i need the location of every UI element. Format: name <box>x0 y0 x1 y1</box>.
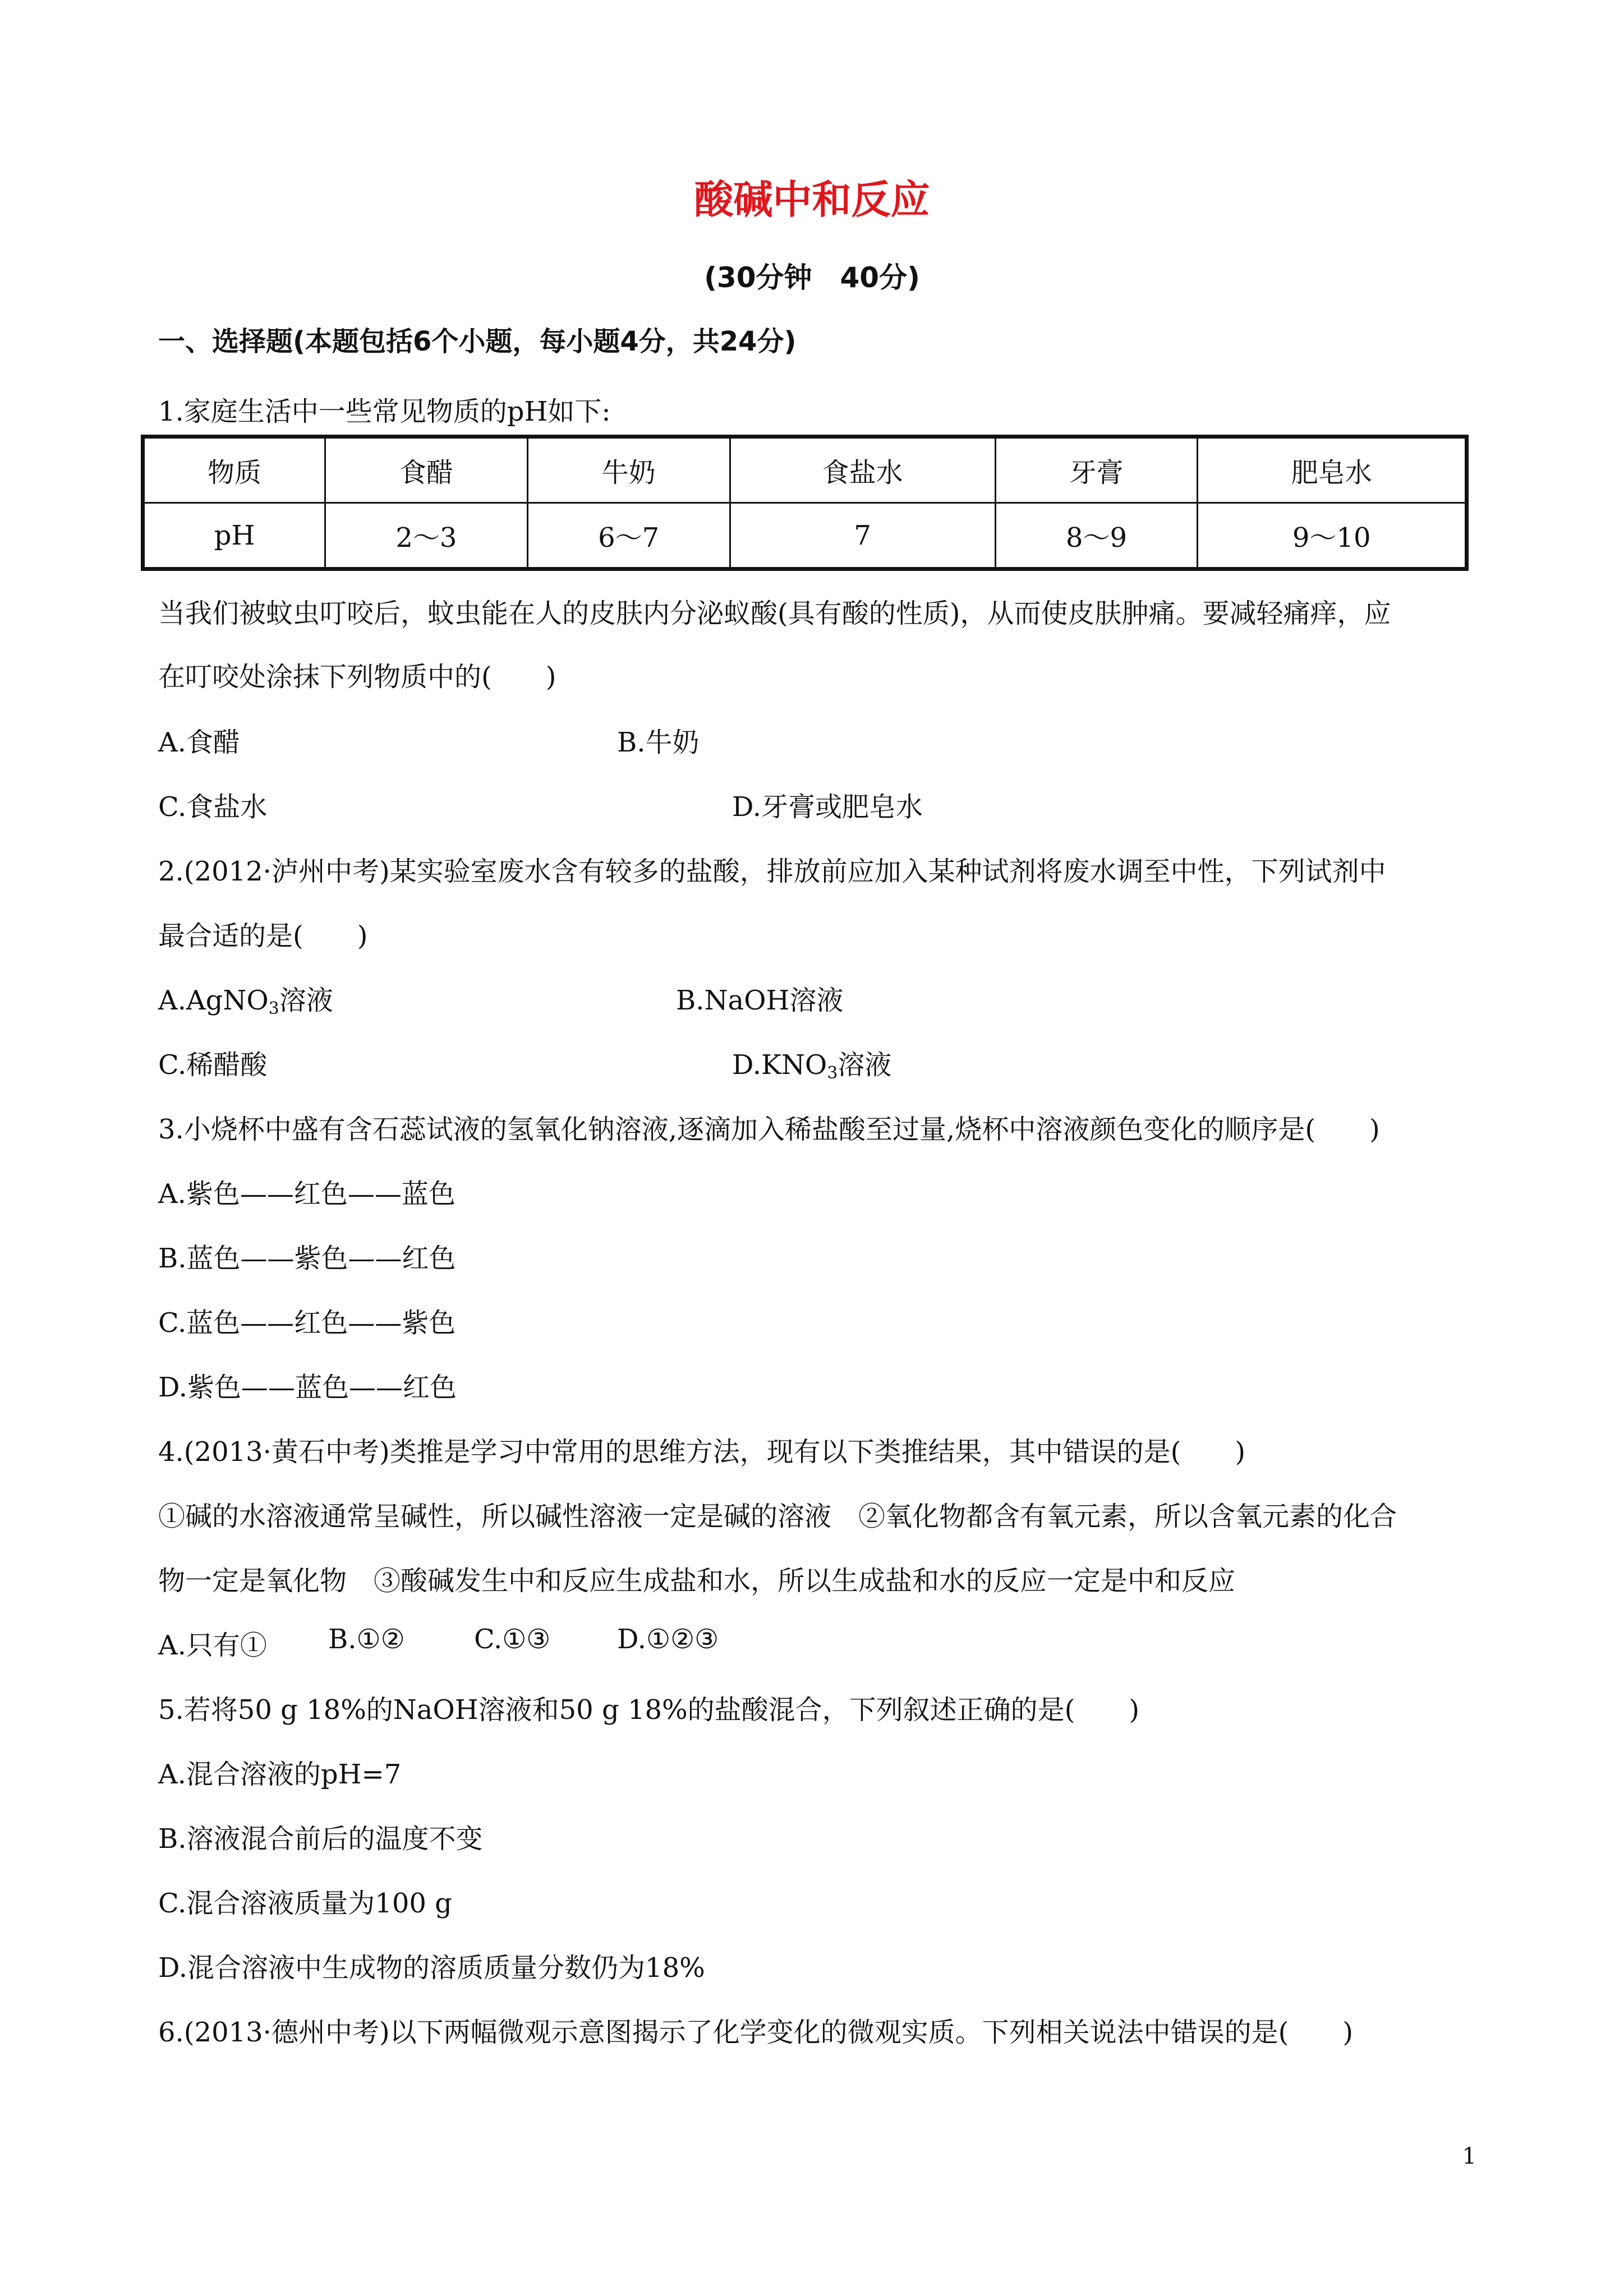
table-cell: 食醋 <box>325 437 528 503</box>
q5-option-c: C.混合溶液质量为100 g <box>158 1888 452 1919</box>
q1-option-a: A.食醋 <box>158 727 240 758</box>
table-cell: 6～7 <box>527 503 730 569</box>
q5-option-b: B.溶液混合前后的温度不变 <box>158 1823 483 1855</box>
table-row <box>143 503 1467 569</box>
q1-option-b: B.牛奶 <box>617 727 700 758</box>
q2-line1: 2.(2012·泸州中考)某实验室废水含有较多的盐酸，排放前应加入某种试剂将废水调至中性，下列试剂中 <box>158 856 1386 887</box>
q2-option-a: A.AgNO$_3$溶液 <box>158 985 333 1018</box>
page-title: 酸碱中和反应 <box>694 177 930 223</box>
q3-option-b: B.蓝色——紫色——红色 <box>158 1243 456 1274</box>
page-number: 1 <box>1462 2143 1476 2169</box>
q4-option-a: A.只有① <box>158 1630 267 1661</box>
q4-option-d: D.①②③ <box>617 1624 719 1655</box>
time-score-subtitle: (30分钟 40分) <box>704 261 920 294</box>
q4-line3: 物一定是氧化物 ③酸碱发生中和反应生成盐和水，所以生成盐和水的反应一定是中和反应 <box>158 1565 1236 1597</box>
table-cell: 9～10 <box>1198 503 1467 569</box>
section-header: 一、选择题(本题包括6个小题，每小题4分，共24分) <box>158 326 797 357</box>
q4-stem: 4.(2013·黄石中考)类推是学习中常用的思维方法，现有以下类推结果，其中错误的是( ) <box>158 1436 1246 1468</box>
table-cell: 7 <box>730 503 995 569</box>
q5-option-a: A.混合溶液的pH=7 <box>158 1759 402 1790</box>
q1-stem: 1.家庭生活中一些常见物质的pH如下: <box>158 396 611 427</box>
q3-option-d: D.紫色——蓝色——红色 <box>158 1372 457 1403</box>
q3-option-c: C.蓝色——红色——紫色 <box>158 1307 456 1339</box>
table-cell: 牛奶 <box>527 437 730 503</box>
q5-stem: 5.若将50 g 18%的NaOH溶液和50 g 18%的盐酸混合，下列叙述正确的是( ) <box>158 1694 1140 1726</box>
q2-option-c: C.稀醋酸 <box>158 1049 268 1081</box>
table-cell: 物质 <box>143 437 325 503</box>
q4-line2: ①碱的水溶液通常呈碱性，所以碱性溶液一定是碱的溶液 ②氧化物都含有氧元素，所以含氧元素的化合 <box>158 1501 1397 1532</box>
table-row <box>143 437 1467 503</box>
q1-body-line1: 当我们被蚊虫叮咬后，蚊虫能在人的皮肤内分泌蚁酸(具有酸的性质)，从而使皮肤肿痛。要减轻痛痒，应 <box>158 598 1391 629</box>
q5-option-d: D.混合溶液中生成物的溶质质量分数仍为18% <box>158 1952 705 1984</box>
q3-stem: 3.小烧杯中盛有含石蕊试液的氢氧化钠溶液,逐滴加入稀盐酸至过量,烧杯中溶液颜色变化的顺序是( ) <box>158 1114 1380 1145</box>
q2-option-d: $D.KNO_3$溶液 <box>732 1049 892 1083</box>
q6-stem: 6.(2013·德州中考)以下两幅微观示意图揭示了化学变化的微观实质。下列相关说法中错误的是( ) <box>158 2017 1354 2048</box>
table-cell: 2～3 <box>325 503 528 569</box>
q4-option-c: C.①③ <box>474 1624 551 1655</box>
q2-line2: 最合适的是( ) <box>158 920 368 952</box>
table-cell: 8～9 <box>995 503 1198 569</box>
q3-option-a: A.紫色——红色——蓝色 <box>158 1178 456 1210</box>
q4-option-b: B.①② <box>328 1624 405 1655</box>
q1-option-d: D.牙膏或肥皂水 <box>732 791 923 823</box>
ph-table <box>141 435 1469 571</box>
table-cell: 食盐水 <box>730 437 995 503</box>
table-cell: pH <box>143 503 325 569</box>
table-cell: 肥皂水 <box>1198 437 1467 503</box>
table-cell: 牙膏 <box>995 437 1198 503</box>
q1-option-c: C.食盐水 <box>158 791 268 823</box>
q2-option-b: B.NaOH溶液 <box>676 985 844 1016</box>
q1-body-line2: 在叮咬处涂抹下列物质中的( ) <box>158 661 556 693</box>
